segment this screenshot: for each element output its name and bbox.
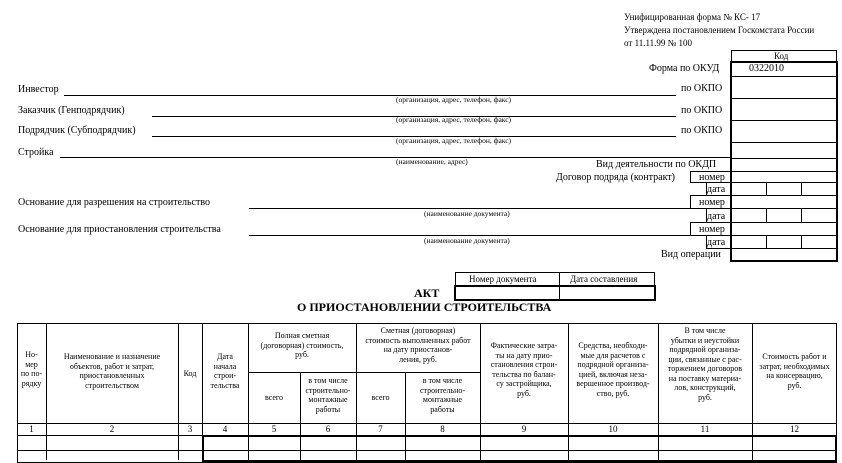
- data-label-2: дата: [707, 211, 726, 222]
- okpo-label-2: по ОКПО: [681, 105, 723, 116]
- col-num: 3: [187, 424, 193, 434]
- act-subtitle: О ПРИОСТАНОВЛЕНИИ СТРОИТЕЛЬСТВА: [297, 300, 552, 314]
- stroika-label: Стройка: [18, 147, 54, 158]
- codes-box: [730, 61, 838, 262]
- approval-label: Утверждена постановлением Госкомстата России: [624, 25, 815, 35]
- okud-label: Форма по ОКУД: [649, 63, 720, 74]
- data-label-1: дата: [707, 184, 726, 195]
- h-sredstva: Средства, необходи- мые для расчетов с подрядной организа- цией, включая неза- вершенное производ- ство, руб.: [576, 341, 650, 398]
- col-num: 2: [109, 424, 115, 434]
- data-label-3: дата: [707, 237, 726, 248]
- osnovanie-razr-label: Основание для разрешения на строительство: [18, 197, 211, 208]
- osnovanie-prios-label: Основание для приостановления строительства: [18, 224, 221, 235]
- form-type-label: Унифицированная форма № КС- 17: [624, 12, 761, 22]
- h-vsego-1: всего: [264, 393, 283, 402]
- investor-hint: (организация, адрес, телефон, факс): [396, 95, 512, 104]
- h-cost: Стоимость работ и затрат, необходимых на консервацию, руб.: [759, 352, 830, 390]
- col-num: 4: [222, 424, 228, 434]
- stroika-hint: (наименование, адрес): [396, 157, 468, 166]
- doc-number-label: Номер документа: [469, 274, 537, 284]
- nomer-label-1: номер: [699, 172, 725, 183]
- h-name: Наименование и назначение объектов, работ и затрат, приостановленных строительством: [63, 352, 161, 390]
- col-num: 9: [521, 424, 527, 434]
- col-num: 7: [378, 424, 383, 434]
- okpo-label-1: по ОКПО: [681, 83, 723, 94]
- col-num: 10: [608, 424, 618, 434]
- stroika-line[interactable]: [60, 157, 730, 158]
- h-smeta: Сметная (договорная) стоимость выполненных работ на дату приостанов- ления, руб.: [365, 326, 471, 364]
- h-full: Полная сметная (договорная) стоимость, руб.: [260, 331, 344, 359]
- col-num: 11: [700, 424, 710, 434]
- osnovanie-razr-hint: (наименование документа): [424, 209, 510, 218]
- okud-value: 0322010: [749, 63, 784, 74]
- col-num: 8: [440, 424, 445, 434]
- zakazchik-label: Заказчик (Генподрядчик): [18, 105, 125, 116]
- act-title: АКТ: [414, 286, 440, 300]
- doc-values-box: [454, 285, 656, 301]
- col-num: 5: [271, 424, 277, 434]
- investor-label: Инвестор: [18, 84, 59, 95]
- col-num: 6: [325, 424, 331, 434]
- contract-label: Договор подряда (контракт): [556, 172, 675, 183]
- col-num: 1: [29, 424, 34, 434]
- okpo-label-3: по ОКПО: [681, 125, 723, 136]
- h-kod: Код: [183, 369, 197, 378]
- h-date: Дата начала строи- тельства: [210, 352, 240, 390]
- operation-label: Вид операции: [661, 249, 721, 260]
- h-num: Но- мер по по- рядку: [20, 350, 43, 388]
- approval-date-label: от 11.11.99 № 100: [624, 38, 692, 48]
- investor-line[interactable]: [64, 95, 676, 96]
- col-num: 12: [790, 424, 799, 434]
- h-vtom: В том числе убытки и неустойки подрядной организа- ции, связанные с рас- торжением договоров на поставку материа- лов, конструкций, руб.: [667, 326, 743, 402]
- h-fact: Фактические затра- ты на дату прио- становления строи- тельства по балан- су застройщика, руб.: [490, 341, 558, 398]
- nomer-label-3: номер: [699, 224, 725, 235]
- doc-date-label: Дата составления: [570, 274, 638, 284]
- nomer-label-2: номер: [699, 197, 725, 208]
- h-vtom-cmr-1: в том числе строительно- монтажные работы: [305, 376, 351, 414]
- zakazchik-hint: (организация, адрес, телефон, факс): [396, 115, 512, 124]
- okdp-label: Вид деятельности по ОКДП: [596, 159, 717, 170]
- podryadchik-hint: (организация, адрес, телефон, факс): [396, 136, 512, 145]
- h-vtom-cmr-2: в том числе строительно- монтажные работы: [419, 376, 466, 414]
- data-area: [202, 435, 837, 462]
- osnovanie-prios-hint: (наименование документа): [424, 236, 510, 245]
- podryadchik-label: Подрядчик (Субподрядчик): [18, 125, 136, 136]
- h-vsego-2: всего: [371, 393, 390, 402]
- kod-label: Код: [774, 51, 789, 61]
